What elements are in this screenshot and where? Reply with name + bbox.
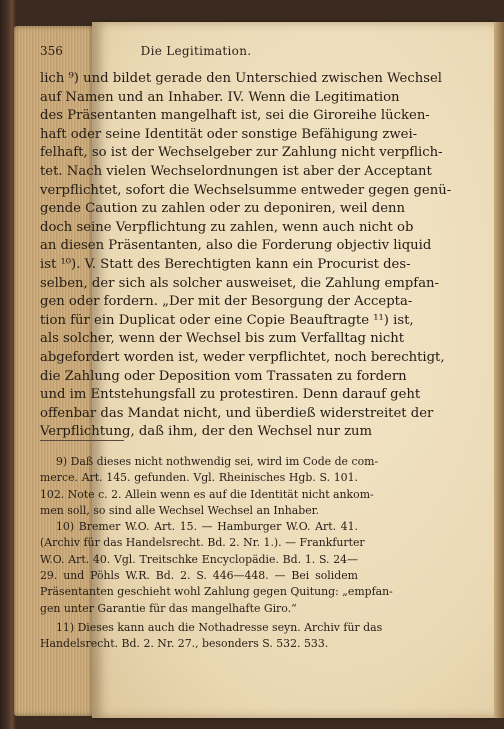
footnote-line: merce. Art. 145. gefunden. Vgl. Rheinisches Hgb. S. 101. — [40, 471, 358, 485]
footnote-line: Handelsrecht. Bd. 2. Nr. 27., besonders S. 532. 533. — [40, 637, 329, 651]
text-line: als solcher, wenn der Wechsel bis zum Verfalltag nicht — [40, 331, 405, 347]
page-right-edge — [494, 22, 504, 718]
text-line: und im Entstehungsfall zu protestiren. Denn darauf geht — [40, 387, 421, 403]
text-line: tet. Nach vielen Wechselordnungen ist aber der Acceptant — [40, 163, 432, 179]
running-title: Die Legitimation. — [140, 44, 252, 58]
text-line: felhaft, so ist der Wechselgeber zur Zahlung nicht verpflich- — [40, 145, 443, 161]
footnote-line: Präsentanten geschieht wohl Zahlung gegen Quitung: „empfan- — [40, 585, 393, 599]
footnote-line: gen unter Garantie für das mangelhafte Giro.“ — [40, 601, 297, 615]
running-header — [40, 44, 352, 62]
body-text — [40, 70, 452, 442]
footnotes — [40, 454, 393, 653]
text-line: verpflichtet, sofort die Wechselsumme entweder gegen genü- — [40, 182, 452, 198]
footnote-line: 10) Bremer W.O. Art. 15. — Hamburger W.O. Art. 41. — [56, 520, 358, 534]
footnote-line: 102. Note c. 2. Allein wenn es auf die Identität nicht ankom- — [40, 487, 374, 501]
text-line: ist ¹⁰). V. Statt des Berechtigten kann ein Procurist des- — [40, 256, 411, 272]
page-number: 356 — [40, 44, 63, 58]
footnote-divider — [40, 440, 124, 441]
text-line: selben, der sich als solcher ausweiset, die Zahlung empfan- — [40, 275, 439, 291]
text-line: an diesen Präsentanten, also die Forderung objectiv liquid — [40, 238, 432, 254]
text-line: lich ⁹) und bildet gerade den Unterschied zwischen Wechsel — [40, 71, 443, 86]
text-line: des Präsentanten mangelhaft ist, sei die Giroreihe lücken- — [40, 108, 430, 124]
text-line: doch seine Verpflichtung zu zahlen, wenn auch nicht ob — [40, 219, 414, 235]
footnote-line: 11) Dieses kann auch die Nothadresse seyn. Archiv für das — [56, 620, 383, 634]
text-line: offenbar das Mandat nicht, und überdieß widerstreitet der — [40, 405, 434, 421]
footnote-line: W.O. Art. 40. Vgl. Treitschke Encyclopädie. Bd. 1. S. 24— — [40, 552, 358, 566]
footnote-line: (Archiv für das Handelsrecht. Bd. 2. Nr. 1.). — Frankfurter — [40, 536, 365, 550]
footnote-line: 29. und Pöhls W.R. Bd. 2. S. 446—448. — Bei solidem — [40, 569, 358, 583]
text-line: die Zahlung oder Deposition vom Trassaten zu fordern — [40, 368, 407, 384]
text-line: Verpflichtung, daß ihm, der den Wechsel nur zum — [40, 424, 373, 440]
text-line: haft oder seine Identität oder sonstige Befähigung zwei- — [40, 126, 418, 142]
text-line: gen oder fordern. „Der mit der Besorgung der Accepta- — [40, 294, 413, 310]
footnote-line: men soll, so sind alle Wechsel Wechsel an Inhaber. — [40, 503, 320, 517]
text-line: gende Caution zu zahlen oder zu deponiren, weil denn — [40, 201, 406, 217]
footnote-line: 9) Daß dieses nicht nothwendig sei, wird im Code de com- — [56, 455, 379, 468]
text-line: tion für ein Duplicat oder eine Copie Beauftragte ¹¹) ist, — [40, 312, 414, 328]
text-line: abgefordert worden ist, weder verpflichtet, noch berechtigt, — [40, 349, 445, 365]
text-line: auf Namen und an Inhaber. IV. Wenn die Legitimation — [40, 89, 400, 105]
